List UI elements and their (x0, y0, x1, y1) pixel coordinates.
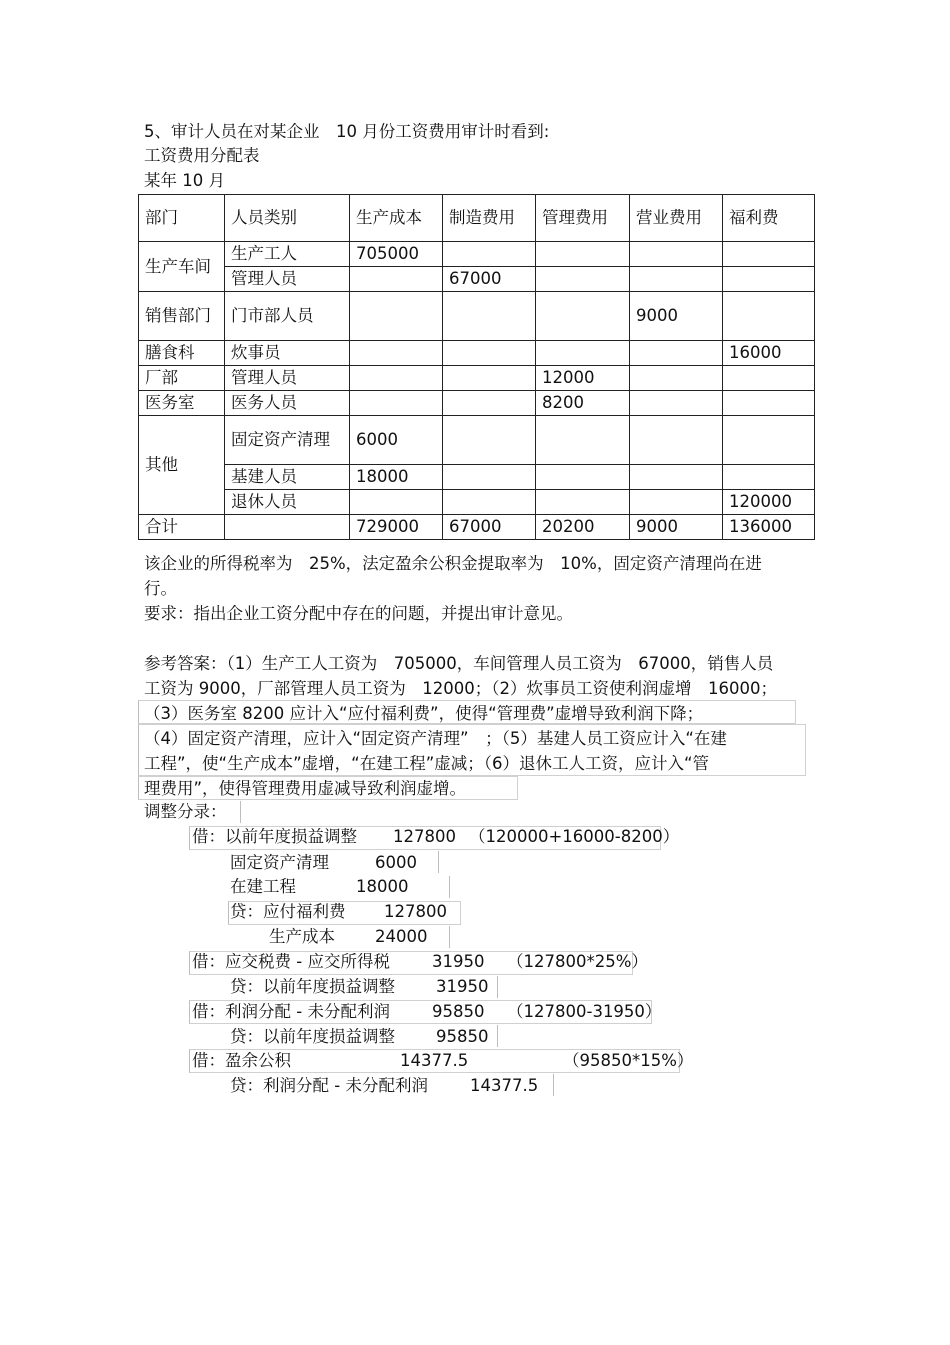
prod-cost-cell: 705000 (350, 242, 443, 267)
prod-cost-cell (350, 391, 443, 416)
sales-exp-cell: 9000 (630, 292, 723, 341)
mfg-overhead-cell (443, 465, 536, 490)
admin-exp-cell: 12000 (536, 366, 630, 391)
mfg-overhead-cell (443, 391, 536, 416)
entry1-credit-label: 贷：应付福利费 (230, 902, 346, 921)
welfare-cell (723, 465, 815, 490)
reference-answer (144, 651, 809, 801)
entries-heading: 调整分录： (144, 802, 227, 821)
admin-exp-cell (536, 292, 630, 341)
admin-exp-cell (536, 267, 630, 292)
entry4-debit-label: 借：盈余公积 (192, 1051, 291, 1070)
prod-cost-total: 729000 (350, 515, 443, 540)
header-cell: 福利费 (723, 195, 815, 242)
admin-exp-cell (536, 341, 630, 366)
entry1-credit2-amount: 24000 (375, 927, 428, 946)
entry3-calc-note: （127800-31950） (507, 1002, 662, 1021)
answer-line: （3）医务室 8200 应计入“应付福利费”，使得“管理费”虚增导致利润下降； (144, 704, 704, 723)
prod-cost-cell: 18000 (350, 465, 443, 490)
category-cell: 管理人员 (225, 267, 350, 292)
text-frame (497, 976, 498, 998)
category-cell (225, 515, 350, 540)
sales-exp-cell (630, 490, 723, 515)
mfg-overhead-cell (443, 292, 536, 341)
total-label: 合计 (139, 515, 225, 540)
mfg-overhead-total: 67000 (443, 515, 536, 540)
sales-exp-cell (630, 242, 723, 267)
entry3-credit-label: 贷：以前年度损益调整 (230, 1027, 395, 1046)
category-cell: 退休人员 (225, 490, 350, 515)
text-frame (449, 876, 450, 898)
entry2-calc-note: （127800*25%） (507, 952, 648, 971)
sales-exp-cell (630, 416, 723, 465)
table-row (139, 242, 815, 267)
mfg-overhead-cell (443, 366, 536, 391)
mfg-overhead-cell (443, 490, 536, 515)
welfare-cell (723, 242, 815, 267)
text-frame (438, 851, 439, 873)
requirement: 要求：指出企业工资分配中存在的问题，并提出审计意见。 (144, 604, 573, 623)
entry1-calc-note: （120000+16000-8200） (469, 827, 680, 846)
entry4-calc-note: （95850*15%） (563, 1051, 694, 1070)
welfare-cell: 120000 (723, 490, 815, 515)
entry1-debit2-label: 固定资产清理 (230, 853, 329, 872)
welfare-cell (723, 391, 815, 416)
answer-line: 工程”，使“生产成本”虚增，“在建工程”虚减；（6）退休工人工资，应计入“管 (144, 754, 710, 773)
mfg-overhead-cell (443, 341, 536, 366)
category-cell: 管理人员 (225, 366, 350, 391)
category-cell: 固定资产清理 (225, 416, 350, 465)
dept-cell: 厂部 (139, 366, 225, 391)
entry2-debit-label: 借：应交税费 - 应交所得税 (192, 952, 390, 971)
header-cell: 生产成本 (350, 195, 443, 242)
entry4-credit-amount: 14377.5 (470, 1076, 539, 1095)
text-frame (497, 1025, 498, 1047)
table-row (139, 490, 815, 515)
prod-cost-cell (350, 490, 443, 515)
text-frame (449, 926, 450, 948)
mfg-overhead-cell (443, 416, 536, 465)
welfare-total: 136000 (723, 515, 815, 540)
entry2-credit-amount: 31950 (436, 977, 489, 996)
entry1-credit2-label: 生产成本 (269, 927, 335, 946)
answer-line: （4）固定资产清理，应计入“固定资产清理” ；（5）基建人员工资应计入“在建 (144, 729, 727, 748)
welfare-cell (723, 267, 815, 292)
admin-exp-cell (536, 465, 630, 490)
entry3-debit-amount: 95850 (432, 1002, 485, 1021)
entry1-debit-label: 借：以前年度损益调整 (192, 827, 357, 846)
sales-exp-cell (630, 341, 723, 366)
entry1-debit3-label: 在建工程 (230, 877, 296, 896)
header-cell: 管理费用 (536, 195, 630, 242)
dept-cell: 膳食科 (139, 341, 225, 366)
welfare-cell: 16000 (723, 341, 815, 366)
sales-exp-cell (630, 465, 723, 490)
mfg-overhead-cell (443, 242, 536, 267)
entry4-credit-label: 贷：利润分配 - 未分配利润 (230, 1076, 428, 1095)
text-frame (553, 1074, 554, 1096)
prod-cost-cell (350, 267, 443, 292)
dept-cell: 销售部门 (139, 292, 225, 341)
category-cell: 基建人员 (225, 465, 350, 490)
sales-exp-cell (630, 267, 723, 292)
admin-exp-cell (536, 416, 630, 465)
table-row (139, 416, 815, 465)
header-cell: 营业费用 (630, 195, 723, 242)
table-title: 工资费用分配表 (144, 146, 260, 165)
admin-exp-cell: 8200 (536, 391, 630, 416)
answer-line: 理费用”，使得管理费用虚减导致利润虚增。 (144, 779, 467, 798)
notes-line: 行。 (144, 579, 177, 598)
category-cell: 医务人员 (225, 391, 350, 416)
admin-exp-cell (536, 242, 630, 267)
answer-line: 参考答案：（1）生产工人工资为 705000，车间管理人员工资为 67000，销售人员 (144, 654, 774, 673)
entry4-debit-amount: 14377.5 (400, 1051, 469, 1070)
header-cell: 制造费用 (443, 195, 536, 242)
entry3-credit-amount: 95850 (436, 1027, 489, 1046)
mfg-overhead-cell: 67000 (443, 267, 536, 292)
dept-cell: 医务室 (139, 391, 225, 416)
table-row (139, 366, 815, 391)
table-total-row (139, 515, 815, 540)
entry3-debit-label: 借：利润分配 - 未分配利润 (192, 1002, 390, 1021)
table-header-row (139, 195, 815, 242)
admin-exp-total: 20200 (536, 515, 630, 540)
notes-line: 该企业的所得税率为 25%，法定盈余公积金提取率为 10%，固定资产清理尚在进 (144, 554, 762, 573)
category-cell: 生产工人 (225, 242, 350, 267)
notes (144, 551, 809, 626)
welfare-cell (723, 366, 815, 391)
sales-exp-total: 9000 (630, 515, 723, 540)
category-cell: 门市部人员 (225, 292, 350, 341)
dept-cell: 生产车间 (139, 242, 225, 292)
prod-cost-cell: 6000 (350, 416, 443, 465)
entry2-credit-label: 贷：以前年度损益调整 (230, 977, 395, 996)
dept-cell: 其他 (139, 416, 225, 515)
header-cell: 人员类别 (225, 195, 350, 242)
sales-exp-cell (630, 391, 723, 416)
welfare-cell (723, 292, 815, 341)
table-period: 某年 10 月 (144, 171, 225, 190)
welfare-cell (723, 416, 815, 465)
table-row (139, 391, 815, 416)
entry1-debit2-amount: 6000 (375, 853, 417, 872)
entry1-debit3-amount: 18000 (356, 877, 409, 896)
header-cell: 部门 (139, 195, 225, 242)
prod-cost-cell (350, 292, 443, 341)
salary-allocation-table (138, 194, 815, 540)
question-title: 5、审计人员在对某企业 10 月份工资费用审计时看到: (144, 122, 550, 141)
entry1-credit-amount: 127800 (384, 902, 447, 921)
entry2-debit-amount: 31950 (432, 952, 485, 971)
admin-exp-cell (536, 490, 630, 515)
entry1-debit-amount: 127800 (393, 827, 456, 846)
table-row (139, 341, 815, 366)
prod-cost-cell (350, 366, 443, 391)
prod-cost-cell (350, 341, 443, 366)
table-row (139, 292, 815, 341)
answer-line: 工资为 9000，厂部管理人员工资为 12000；（2）炊事员工资使利润虚增 16000； (144, 679, 777, 698)
text-frame (240, 801, 241, 823)
category-cell: 炊事员 (225, 341, 350, 366)
sales-exp-cell (630, 366, 723, 391)
table-row (139, 465, 815, 490)
table-row (139, 267, 815, 292)
